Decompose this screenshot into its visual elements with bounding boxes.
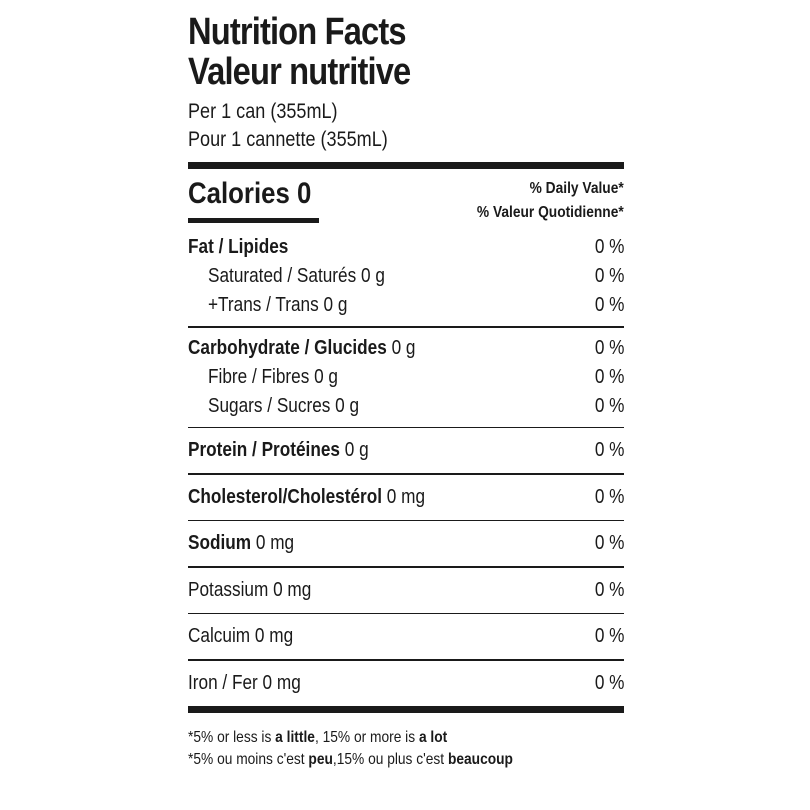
nutrient-row-trans <box>188 291 624 320</box>
nutrient-percent: 0 % <box>594 294 624 316</box>
thick-divider <box>188 706 624 713</box>
nutrient-name: Potassium 0 mg <box>188 578 312 601</box>
daily-value-header <box>477 177 624 225</box>
nutrient-row-carbohydrate <box>188 334 624 363</box>
nutrient-percent: 0 % <box>594 485 624 508</box>
calories-underline <box>188 218 319 223</box>
nutrient-amount: 0 mg <box>251 532 295 554</box>
nutrient-name: Iron / Fer 0 mg <box>188 671 301 694</box>
footnote-emphasis: a little <box>275 728 315 746</box>
footnote-text: , 15% or more is <box>314 728 419 746</box>
nutrient-percent: 0 % <box>594 365 624 388</box>
thick-divider <box>188 162 624 169</box>
nutrient-percent: 0 % <box>594 532 624 554</box>
calories-row <box>188 169 624 227</box>
serving-french: Pour 1 cannette (355mL) <box>188 128 388 151</box>
footnote-emphasis: beaucoup <box>447 750 513 768</box>
nutrient-row-cholesterol <box>188 483 624 512</box>
nutrient-percent: 0 % <box>594 625 624 647</box>
serving-english: Per 1 can (355mL) <box>188 100 338 123</box>
nutrient-name: Saturated / Saturés 0 g <box>208 265 385 287</box>
nutrient-name: +Trans / Trans 0 g <box>208 294 348 316</box>
nutrient-percent: 0 % <box>594 578 624 601</box>
nutrient-name: Carbohydrate / Glucides <box>188 336 387 359</box>
footnote-text: ,15% ou plus c'est <box>332 750 448 768</box>
nutrient-percent: 0 % <box>594 336 624 359</box>
nutrient-name: Fat / Lipides <box>188 236 289 258</box>
footnote-french <box>188 749 563 771</box>
title-english: Nutrition Facts <box>188 11 406 53</box>
nutrient-row-iron <box>188 669 624 698</box>
nutrient-name: Fibre / Fibres 0 g <box>208 365 339 388</box>
nutrient-row-sodium <box>188 529 624 558</box>
nutrient-row-protein <box>188 436 624 465</box>
footnote-emphasis: peu <box>308 750 333 768</box>
daily-value-french: % Valeur Quotidienne* <box>477 204 624 221</box>
footnote-english <box>188 727 563 749</box>
nutrient-amount: 0 mg <box>382 485 426 508</box>
nutrient-name: Sodium <box>188 532 252 554</box>
nutrient-row-saturated <box>188 262 624 291</box>
daily-value-english: % Daily Value* <box>529 180 624 197</box>
calories-value: Calories 0 <box>188 177 312 210</box>
nutrient-name: Calcuim 0 mg <box>188 625 294 647</box>
nutrient-row-fat <box>188 233 624 262</box>
nutrient-row-fibre <box>188 363 624 392</box>
nutrient-percent: 0 % <box>594 236 624 258</box>
title-french: Valeur nutritive <box>188 51 411 93</box>
serving-size <box>188 98 563 154</box>
nutrition-facts-panel <box>188 12 624 771</box>
nutrient-row-calcium <box>188 622 624 651</box>
nutrient-name: Sugars / Sucres 0 g <box>208 394 360 417</box>
nutrient-name: Cholesterol/Cholestérol <box>188 485 383 508</box>
footnote <box>188 727 563 771</box>
nutrient-amount: 0 g <box>386 336 416 359</box>
footnote-text: *5% ou moins c'est <box>188 750 309 768</box>
footnote-emphasis: a lot <box>418 728 448 746</box>
nutrient-row-sugars <box>188 392 624 421</box>
footnote-text: *5% or less is <box>188 728 276 746</box>
nutrient-name: Protein / Protéines <box>188 439 340 461</box>
nutrient-percent: 0 % <box>594 265 624 287</box>
nutrient-amount: 0 g <box>339 439 369 461</box>
nutrient-percent: 0 % <box>594 671 624 694</box>
nutrient-percent: 0 % <box>594 394 624 417</box>
nutrient-row-potassium <box>188 576 624 605</box>
nutrient-percent: 0 % <box>594 439 624 461</box>
